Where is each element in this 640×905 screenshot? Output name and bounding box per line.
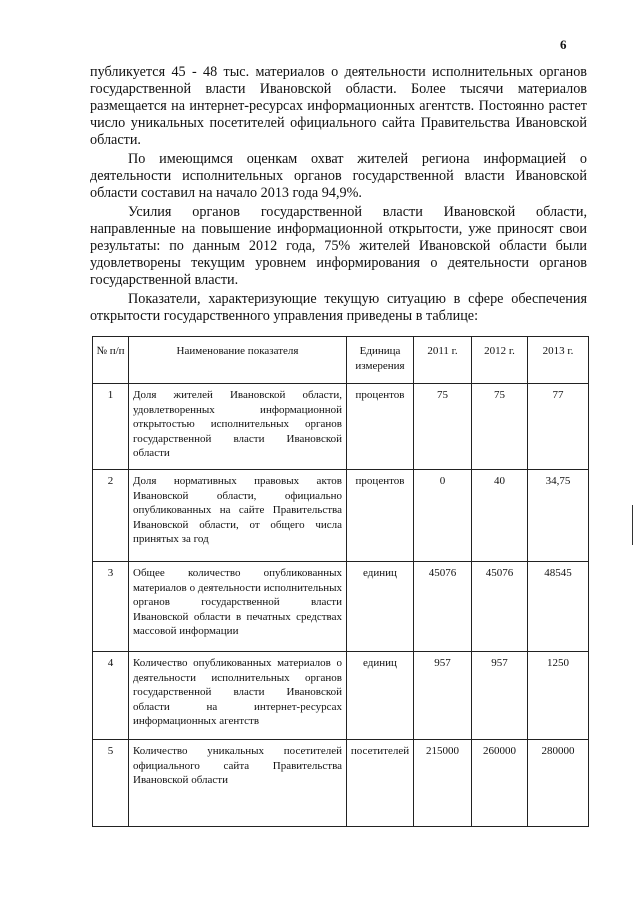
row-name: Количество уникальных посетителей официального сайта Правительства Ивановской области	[129, 740, 347, 827]
row-num: 2	[93, 470, 129, 562]
row-name: Доля жителей Ивановской области, удовлетворенных информационной открытостью исполнительных органов государственной власти Ивановской области	[129, 384, 347, 470]
table-row	[93, 652, 589, 740]
body-text	[90, 64, 587, 327]
row-name: Количество опубликованных материалов о деятельности исполнительных органов государственной власти Ивановской области на интернет-ресурсах информационных агентств	[129, 652, 347, 740]
table-header-row	[93, 337, 589, 384]
row-value-2011: 215000	[414, 740, 472, 827]
row-name: Общее количество опубликованных материалов о деятельности исполнительных органов государственной власти Ивановской области в печатных средствах массовой информации	[129, 562, 347, 652]
row-value-2012: 957	[472, 652, 528, 740]
row-name: Доля нормативных правовых актов Ивановской области, официально опубликованных на сайте Правительства Ивановской области, от общего числа принятых за год	[129, 470, 347, 562]
paragraph-4: Показатели, характеризующие текущую ситуацию в сфере обеспечения открытости государственного управления приведены в таблице:	[90, 291, 587, 324]
header-2012: 2012 г.	[472, 337, 528, 384]
row-unit: посетителей	[347, 740, 414, 827]
header-2011: 2011 г.	[414, 337, 472, 384]
row-num: 1	[93, 384, 129, 470]
paragraph-2: По имеющимся оценкам охват жителей региона информацией о деятельности исполнительных органов государственной власти Ивановской области составил на начало 2013 года 94,9%.	[90, 151, 587, 201]
row-value-2012: 40	[472, 470, 528, 562]
row-value-2013: 77	[528, 384, 589, 470]
row-num: 4	[93, 652, 129, 740]
scan-artifact-mark	[632, 505, 633, 545]
page-number: 6	[560, 37, 567, 52]
row-unit: процентов	[347, 470, 414, 562]
row-unit: единиц	[347, 562, 414, 652]
row-value-2012: 75	[472, 384, 528, 470]
header-2013: 2013 г.	[528, 337, 589, 384]
row-num: 3	[93, 562, 129, 652]
row-value-2012: 260000	[472, 740, 528, 827]
row-value-2013: 48545	[528, 562, 589, 652]
paragraph-1: публикуется 45 - 48 тыс. материалов о деятельности исполнительных органов государственной власти Ивановской области. Более тысячи материалов размещается на интернет-ресурсах информационных агентств. Постоянно растет число уникальных посетителей официального сайта Правительства Ивановской области.	[90, 64, 587, 148]
row-value-2012: 45076	[472, 562, 528, 652]
row-value-2011: 0	[414, 470, 472, 562]
row-value-2011: 45076	[414, 562, 472, 652]
row-num: 5	[93, 740, 129, 827]
header-unit: Единица измерения	[347, 337, 414, 384]
table-row	[93, 562, 589, 652]
indicators-table	[92, 336, 589, 827]
row-unit: процентов	[347, 384, 414, 470]
row-value-2013: 280000	[528, 740, 589, 827]
row-value-2013: 1250	[528, 652, 589, 740]
header-name: Наименование показателя	[129, 337, 347, 384]
table-row	[93, 470, 589, 562]
table-row	[93, 740, 589, 827]
row-value-2013: 34,75	[528, 470, 589, 562]
row-value-2011: 957	[414, 652, 472, 740]
table-row	[93, 384, 589, 470]
header-num: № п/п	[93, 337, 129, 384]
paragraph-3: Усилия органов государственной власти Ивановской области, направленные на повышение информационной открытости, уже приносят свои результаты: по данным 2012 года, 75% жителей Ивановской области были удовлетворены текущим уровнем информирования о деятельности органов государственной власти.	[90, 204, 587, 288]
row-value-2011: 75	[414, 384, 472, 470]
row-unit: единиц	[347, 652, 414, 740]
